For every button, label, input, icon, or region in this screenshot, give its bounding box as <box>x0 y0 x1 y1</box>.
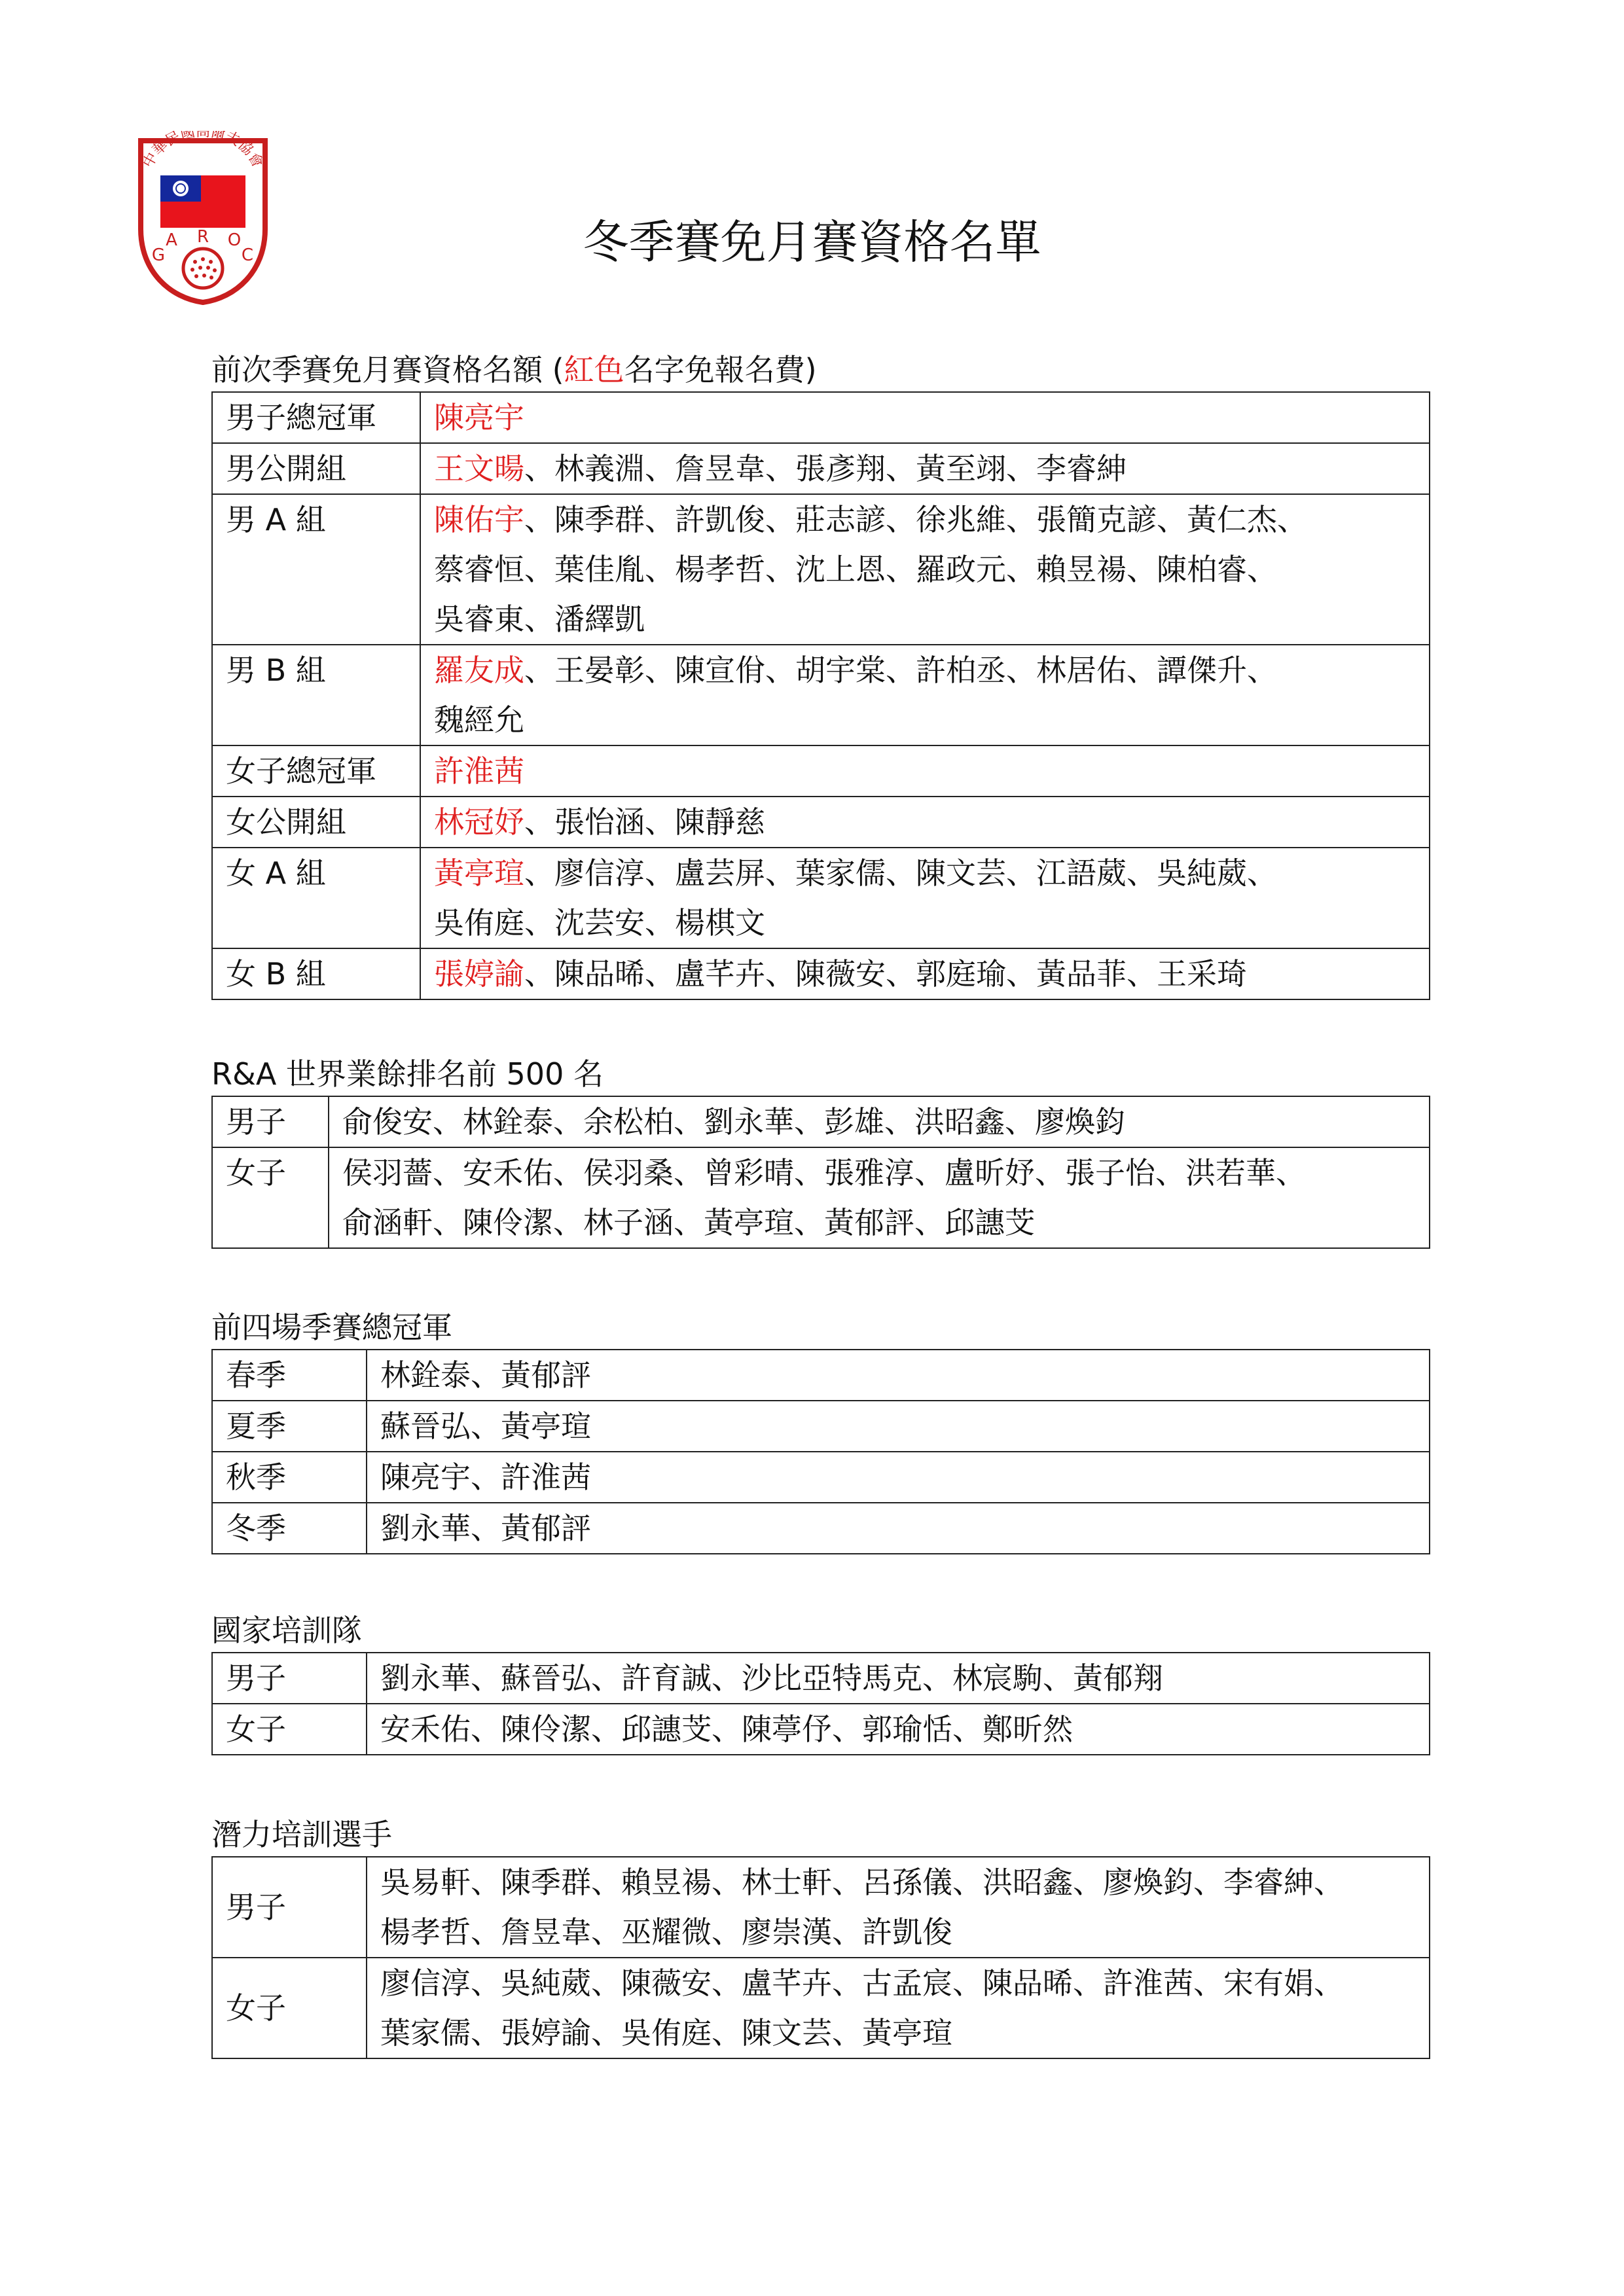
table-row <box>212 1503 1430 1554</box>
row-label: 夏季 <box>212 1401 367 1452</box>
table-row <box>212 443 1430 494</box>
names-line: 、張怡涵、陳靜慈 <box>524 804 765 840</box>
section-previous-season <box>211 348 1429 1000</box>
table-row <box>212 848 1430 948</box>
names-line: 、陳季群、許凱俊、莊志諺、徐兆維、張簡克諺、黃仁杰、 <box>524 502 1307 537</box>
red-name: 張婷諭 <box>434 956 524 992</box>
row-label: 男子 <box>212 1857 367 1958</box>
red-name: 林冠妤 <box>434 804 524 840</box>
table-row <box>212 745 1430 797</box>
row-names: 安禾佑、陳伶潔、邱譓芠、陳葶伃、郭瑜恬、鄭昕然 <box>367 1704 1430 1755</box>
table-row <box>212 1350 1430 1401</box>
heading-red-text: 紅色 <box>564 352 624 387</box>
table-row <box>212 1147 1430 1248</box>
names-line: 、王晏彰、陳宣佾、胡宇棠、許柏丞、林居佑、譚傑升、 <box>524 653 1277 688</box>
row-label: 女 A 組 <box>212 848 420 948</box>
logo-letter-c: C <box>241 245 254 265</box>
logo-arc-text: 中華民國高爾夫協會 <box>139 131 266 171</box>
red-name: 羅友成 <box>434 653 524 688</box>
row-label: 男子 <box>212 1096 329 1147</box>
row-names <box>420 745 1430 797</box>
names-line: 葉家儒、張婷諭、吳侑庭、陳文芸、黃亭瑄 <box>380 2015 952 2051</box>
section-heading: R&A 世界業餘排名前 500 名 <box>211 1056 604 1092</box>
table-row <box>212 1653 1430 1704</box>
row-label: 女子 <box>212 1704 367 1755</box>
section-potential-players <box>211 1813 1429 2059</box>
names-line: 吳侑庭、沈芸安、楊棋文 <box>434 905 765 941</box>
potential-table <box>211 1856 1430 2059</box>
row-label: 女子總冠軍 <box>212 745 420 797</box>
row-label: 女子 <box>212 1958 367 2058</box>
row-label: 秋季 <box>212 1452 367 1503</box>
names-line: 、廖信淳、盧芸屏、葉家儒、陳文芸、江語葳、吳純葳、 <box>524 855 1277 891</box>
section-heading: 前四場季賽總冠軍 <box>211 1310 452 1345</box>
row-names <box>420 494 1430 645</box>
table-row <box>212 645 1430 745</box>
row-names <box>329 1147 1430 1248</box>
row-label: 女子 <box>212 1147 329 1248</box>
table-row <box>212 948 1430 999</box>
table-row <box>212 797 1430 848</box>
red-name: 陳佑宇 <box>434 502 524 537</box>
section-national-team <box>211 1609 1429 1755</box>
row-names: 蘇晉弘、黃亭瑄 <box>367 1401 1430 1452</box>
names-line: 、林義淵、詹昱韋、張彥翔、黃至翊、李睿紳 <box>524 451 1127 486</box>
red-name: 王文暘 <box>434 451 524 486</box>
names-line: 吳易軒、陳季群、賴昱禓、林士軒、呂孫儀、洪昭鑫、廖煥鈞、李睿紳、 <box>380 1865 1344 1900</box>
row-names <box>420 948 1430 999</box>
row-label: 春季 <box>212 1350 367 1401</box>
row-label: 男子總冠軍 <box>212 392 420 443</box>
names-line: 楊孝哲、詹昱韋、巫耀微、廖崇漢、許凱俊 <box>380 1914 952 1950</box>
section-heading: 潛力培訓選手 <box>211 1817 392 1852</box>
table-row <box>212 494 1430 645</box>
table-row <box>212 392 1430 443</box>
row-names <box>420 443 1430 494</box>
red-name: 許淮茜 <box>434 753 524 789</box>
names-line: 、陳品晞、盧芊卉、陳薇安、郭庭瑜、黃品菲、王采琦 <box>524 956 1247 992</box>
names-line: 吳睿東、潘繹凱 <box>434 601 645 637</box>
row-names: 林銓泰、黃郁評 <box>367 1350 1430 1401</box>
row-names <box>367 1958 1430 2058</box>
names-line: 魏經允 <box>434 702 524 738</box>
row-names: 劉永華、蘇晉弘、許育誠、沙比亞特馬克、林宸駒、黃郁翔 <box>367 1653 1430 1704</box>
row-names <box>367 1857 1430 1958</box>
section-season-champions <box>211 1306 1429 1554</box>
table-row <box>212 1857 1430 1958</box>
heading-paren: ( <box>552 352 564 387</box>
row-names <box>420 645 1430 745</box>
names-line: 蔡睿恒、葉佳胤、楊孝哲、沈上恩、羅政元、賴昱禓、陳柏睿、 <box>434 552 1277 587</box>
row-names: 劉永華、黃郁評 <box>367 1503 1430 1554</box>
champions-table <box>211 1349 1430 1554</box>
table-row <box>212 1704 1430 1755</box>
logo-letter-g: G <box>151 245 166 265</box>
table-row <box>212 1452 1430 1503</box>
red-name: 陳亮宇 <box>434 400 524 435</box>
red-name: 黃亭瑄 <box>434 855 524 891</box>
logo-letter-a: A <box>166 230 177 250</box>
row-names: 陳亮宇、許淮茜 <box>367 1452 1430 1503</box>
heading-suffix: 名字免報名費) <box>624 352 817 387</box>
row-label: 男 B 組 <box>212 645 420 745</box>
row-label: 男 A 組 <box>212 494 420 645</box>
names-line: 侯羽薔、安禾佑、侯羽桑、曾彩晴、張雅淳、盧昕妤、張子怡、洪若華、 <box>342 1155 1306 1191</box>
section-world-ranking <box>211 1052 1429 1249</box>
national-team-table <box>211 1652 1430 1755</box>
page-title: 冬季賽免月賽資格名單 <box>583 215 1041 269</box>
qualification-table <box>211 391 1430 1000</box>
names-line: 廖信淳、吳純葳、陳薇安、盧芊卉、古孟宸、陳品晞、許淮茜、宋有娟、 <box>380 1965 1344 2001</box>
row-label: 男子 <box>212 1653 367 1704</box>
row-label: 女 B 組 <box>212 948 420 999</box>
row-names <box>420 797 1430 848</box>
heading-text: 前次季賽免月賽資格名額 <box>211 352 552 387</box>
table-row <box>212 1958 1430 2058</box>
row-label: 女公開組 <box>212 797 420 848</box>
names-line: 俞涵軒、陳伶潔、林子涵、黃亭瑄、黃郁評、邱譓芠 <box>342 1205 1035 1240</box>
row-names <box>420 392 1430 443</box>
ranking-table <box>211 1096 1430 1249</box>
logo-letter-r: R <box>196 227 209 247</box>
section-heading: 國家培訓隊 <box>211 1613 362 1648</box>
row-label: 冬季 <box>212 1503 367 1554</box>
section-heading <box>211 348 1429 391</box>
table-row <box>212 1401 1430 1452</box>
row-label: 男公開組 <box>212 443 420 494</box>
row-names <box>420 848 1430 948</box>
names-line: 俞俊安、林銓泰、余松柏、劉永華、彭雄、洪昭鑫、廖煥鈞 <box>342 1104 1125 1139</box>
table-row <box>212 1096 1430 1147</box>
logo-letter-o: O <box>227 230 242 250</box>
row-names <box>329 1096 1430 1147</box>
